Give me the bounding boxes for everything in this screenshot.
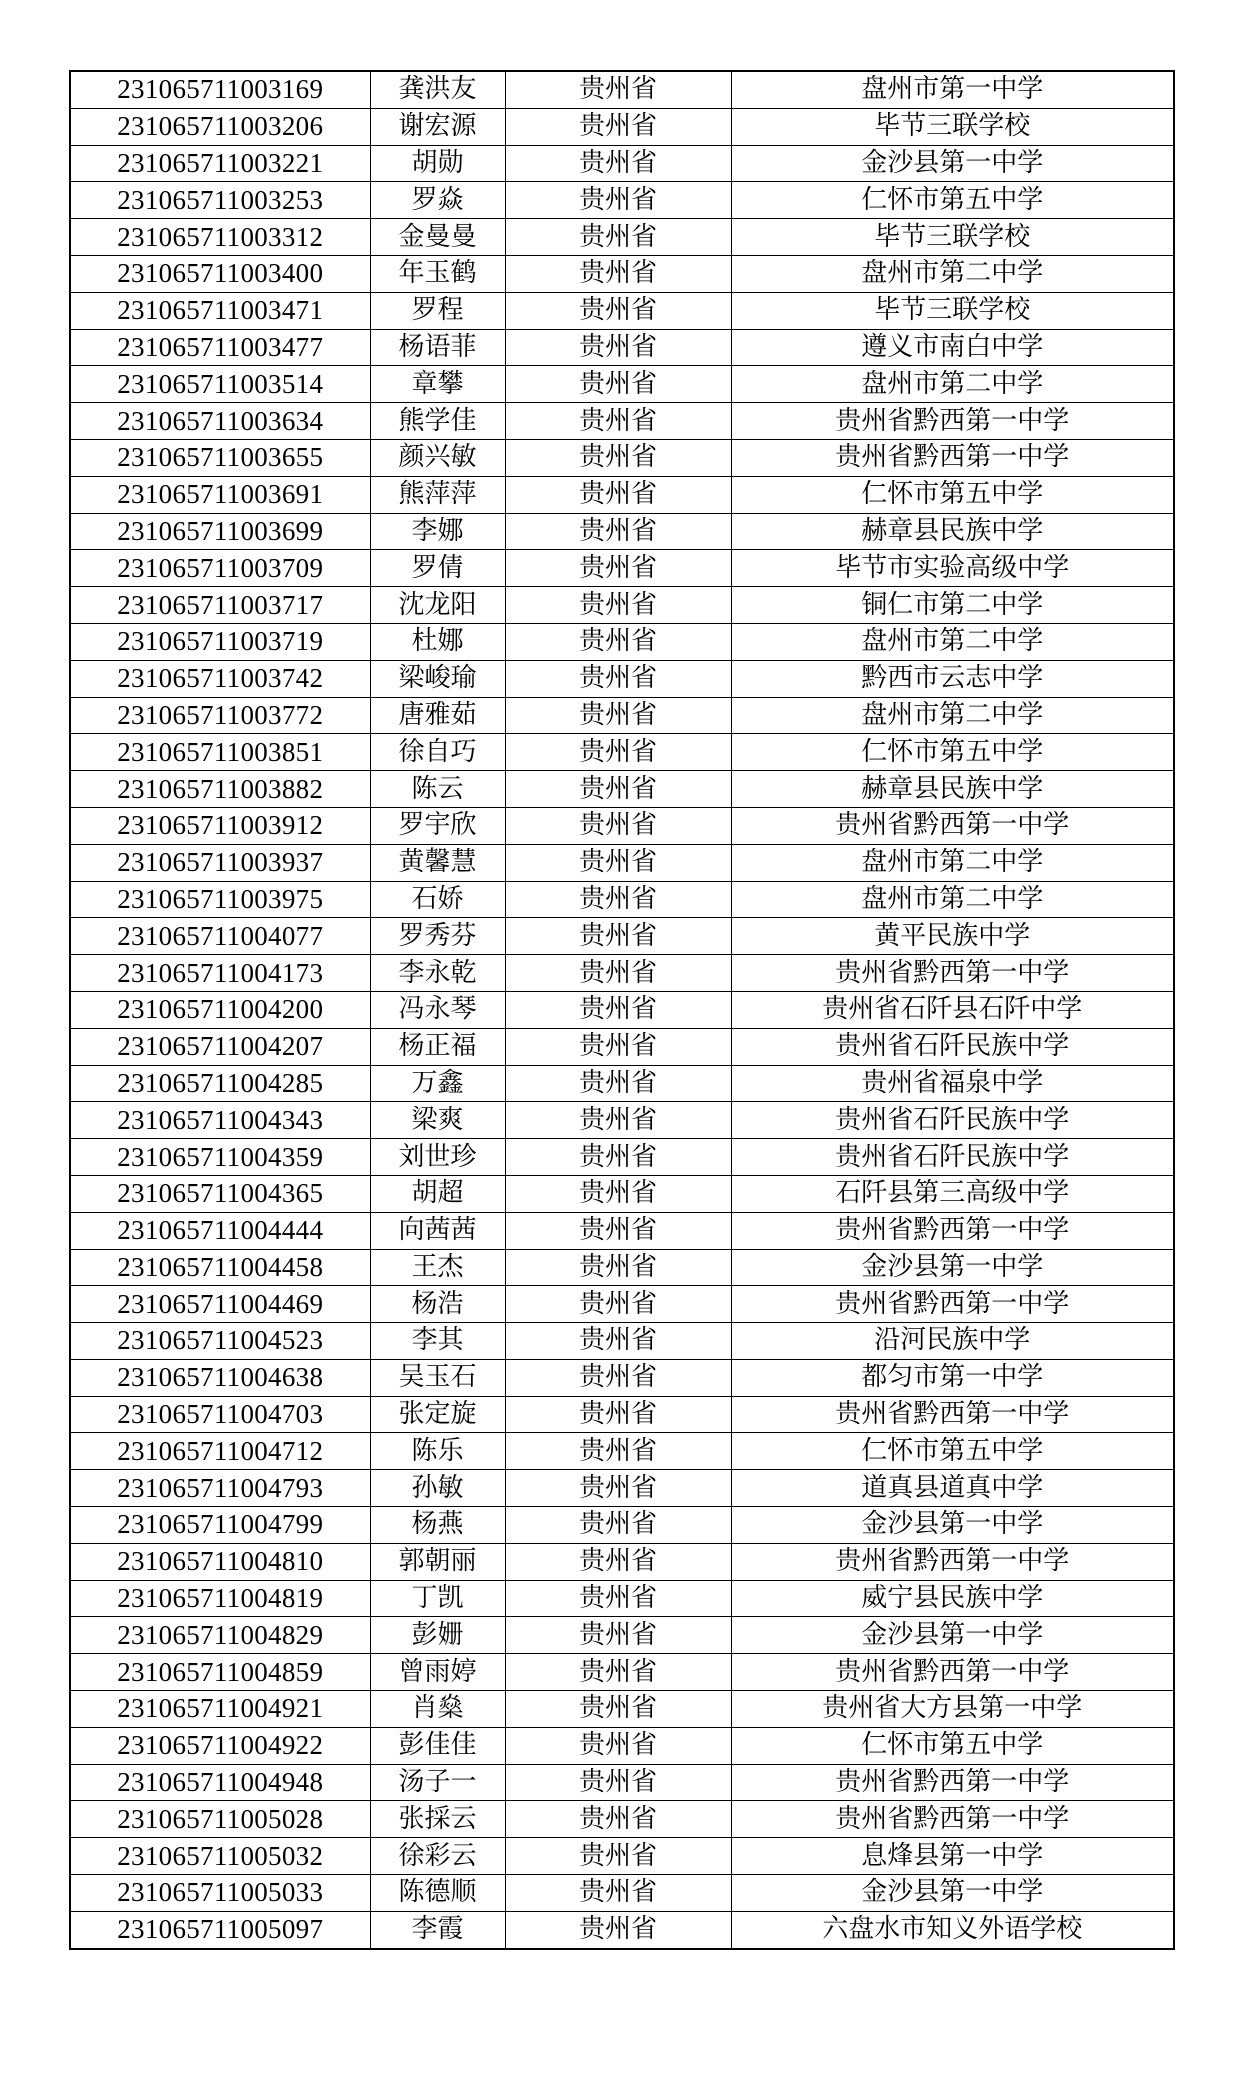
table-row [70,1065,1174,1102]
table-row [70,1249,1174,1286]
exam-id-cell: 231065711004343 [70,1102,370,1139]
province-cell: 贵州省 [505,734,731,771]
exam-id-cell: 231065711004444 [70,1212,370,1249]
school-cell: 贵州省黔西第一中学 [731,807,1174,844]
school-cell: 贵州省黔西第一中学 [731,1286,1174,1323]
table-row [70,403,1174,440]
school-cell: 毕节市实验高级中学 [731,550,1174,587]
school-cell: 金沙县第一中学 [731,1875,1174,1912]
student-name-cell: 杨语菲 [370,329,505,366]
exam-id-cell: 231065711003634 [70,403,370,440]
exam-id-cell: 231065711003772 [70,697,370,734]
student-name-cell: 李永乾 [370,955,505,992]
student-name-cell: 金曼曼 [370,219,505,256]
table-row [70,771,1174,808]
province-cell: 贵州省 [505,1764,731,1801]
exam-id-cell: 231065711003206 [70,108,370,145]
province-cell: 贵州省 [505,660,731,697]
exam-id-cell: 231065711003699 [70,513,370,550]
exam-id-cell: 231065711003742 [70,660,370,697]
student-name-cell: 彭姗 [370,1617,505,1654]
province-cell: 贵州省 [505,1911,731,1948]
table-row [70,1323,1174,1360]
exam-id-cell: 231065711003691 [70,476,370,513]
province-cell: 贵州省 [505,1838,731,1875]
student-name-cell: 杜娜 [370,623,505,660]
table-row [70,807,1174,844]
province-cell: 贵州省 [505,292,731,329]
exam-id-cell: 231065711004469 [70,1286,370,1323]
province-cell: 贵州省 [505,329,731,366]
student-name-cell: 李娜 [370,513,505,550]
student-name-cell: 汤子一 [370,1764,505,1801]
province-cell: 贵州省 [505,1249,731,1286]
table-row [70,1433,1174,1470]
table-row [70,439,1174,476]
school-cell: 贵州省黔西第一中学 [731,1654,1174,1691]
province-cell: 贵州省 [505,1470,731,1507]
school-cell: 黔西市云志中学 [731,660,1174,697]
table-row [70,660,1174,697]
table-row [70,918,1174,955]
school-cell: 贵州省黔西第一中学 [731,1212,1174,1249]
province-cell: 贵州省 [505,881,731,918]
province-cell: 贵州省 [505,403,731,440]
province-cell: 贵州省 [505,550,731,587]
student-name-cell: 杨燕 [370,1507,505,1544]
table-row [70,1911,1174,1948]
student-name-cell: 胡超 [370,1175,505,1212]
exam-id-cell: 231065711004523 [70,1323,370,1360]
school-cell: 遵义市南白中学 [731,329,1174,366]
exam-id-cell: 231065711003400 [70,255,370,292]
province-cell: 贵州省 [505,1323,731,1360]
table-row [70,881,1174,918]
student-name-cell: 冯永琴 [370,991,505,1028]
table-row [70,1028,1174,1065]
province-cell: 贵州省 [505,1691,731,1728]
exam-id-cell: 231065711003471 [70,292,370,329]
school-cell: 威宁县民族中学 [731,1580,1174,1617]
table-row [70,476,1174,513]
province-cell: 贵州省 [505,1396,731,1433]
table-row [70,1175,1174,1212]
student-name-cell: 陈德顺 [370,1875,505,1912]
province-cell: 贵州省 [505,1543,731,1580]
school-cell: 仁怀市第五中学 [731,734,1174,771]
table-row [70,182,1174,219]
table-row [70,1580,1174,1617]
province-cell: 贵州省 [505,1139,731,1176]
student-name-cell: 曾雨婷 [370,1654,505,1691]
student-name-cell: 王杰 [370,1249,505,1286]
student-name-cell: 石娇 [370,881,505,918]
student-name-cell: 刘世珍 [370,1139,505,1176]
province-cell: 贵州省 [505,844,731,881]
table-row [70,1617,1174,1654]
school-cell: 贵州省黔西第一中学 [731,1801,1174,1838]
student-name-cell: 张採云 [370,1801,505,1838]
school-cell: 贵州省石阡县石阡中学 [731,991,1174,1028]
student-name-cell: 罗倩 [370,550,505,587]
province-cell: 贵州省 [505,807,731,844]
province-cell: 贵州省 [505,1065,731,1102]
table-row [70,1875,1174,1912]
school-cell: 仁怀市第五中学 [731,1433,1174,1470]
table-row [70,513,1174,550]
student-name-cell: 罗焱 [370,182,505,219]
student-name-cell: 熊萍萍 [370,476,505,513]
school-cell: 道真县道真中学 [731,1470,1174,1507]
school-cell: 金沙县第一中学 [731,1249,1174,1286]
student-name-cell: 吴玉石 [370,1359,505,1396]
province-cell: 贵州省 [505,1433,731,1470]
exam-id-cell: 231065711003312 [70,219,370,256]
student-name-cell: 梁爽 [370,1102,505,1139]
school-cell: 盘州市第二中学 [731,881,1174,918]
exam-id-cell: 231065711003253 [70,182,370,219]
province-cell: 贵州省 [505,1727,731,1764]
school-cell: 盘州市第二中学 [731,366,1174,403]
school-cell: 贵州省黔西第一中学 [731,955,1174,992]
student-name-cell: 沈龙阳 [370,587,505,624]
school-cell: 贵州省石阡民族中学 [731,1028,1174,1065]
province-cell: 贵州省 [505,1175,731,1212]
table-row [70,145,1174,182]
exam-id-cell: 231065711004819 [70,1580,370,1617]
student-name-cell: 胡勋 [370,145,505,182]
table-row [70,734,1174,771]
school-cell: 毕节三联学校 [731,219,1174,256]
exam-id-cell: 231065711004948 [70,1764,370,1801]
student-name-cell: 丁凯 [370,1580,505,1617]
table-row [70,1139,1174,1176]
student-name-cell: 徐自巧 [370,734,505,771]
table-row [70,1801,1174,1838]
province-cell: 贵州省 [505,1028,731,1065]
student-name-cell: 黄馨慧 [370,844,505,881]
school-cell: 都匀市第一中学 [731,1359,1174,1396]
table-row [70,1507,1174,1544]
school-cell: 金沙县第一中学 [731,1617,1174,1654]
school-cell: 盘州市第一中学 [731,71,1174,108]
table-row [70,1764,1174,1801]
student-name-cell: 罗程 [370,292,505,329]
province-cell: 贵州省 [505,991,731,1028]
school-cell: 沿河民族中学 [731,1323,1174,1360]
student-name-cell: 陈云 [370,771,505,808]
student-name-cell: 梁峻瑜 [370,660,505,697]
school-cell: 贵州省黔西第一中学 [731,1764,1174,1801]
exam-id-cell: 231065711003719 [70,623,370,660]
table-row [70,366,1174,403]
table-row [70,255,1174,292]
province-cell: 贵州省 [505,1875,731,1912]
province-cell: 贵州省 [505,1286,731,1323]
exam-id-cell: 231065711004829 [70,1617,370,1654]
student-name-cell: 孙敏 [370,1470,505,1507]
student-name-cell: 罗宇欣 [370,807,505,844]
exam-id-cell: 231065711003514 [70,366,370,403]
exam-id-cell: 231065711004207 [70,1028,370,1065]
school-cell: 贵州省石阡民族中学 [731,1139,1174,1176]
student-name-cell: 杨正福 [370,1028,505,1065]
exam-id-cell: 231065711004173 [70,955,370,992]
school-cell: 贵州省黔西第一中学 [731,403,1174,440]
province-cell: 贵州省 [505,108,731,145]
exam-id-cell: 231065711004921 [70,1691,370,1728]
school-cell: 金沙县第一中学 [731,1507,1174,1544]
table-row [70,1470,1174,1507]
student-name-cell: 罗秀芬 [370,918,505,955]
table-row [70,1212,1174,1249]
student-name-cell: 徐彩云 [370,1838,505,1875]
student-name-cell: 李其 [370,1323,505,1360]
table-row [70,587,1174,624]
student-name-cell: 谢宏源 [370,108,505,145]
province-cell: 贵州省 [505,182,731,219]
exam-id-cell: 231065711003709 [70,550,370,587]
table-row [70,1286,1174,1323]
table-row [70,991,1174,1028]
exam-id-cell: 231065711003851 [70,734,370,771]
school-cell: 贵州省黔西第一中学 [731,1396,1174,1433]
province-cell: 贵州省 [505,623,731,660]
school-cell: 六盘水市知义外语学校 [731,1911,1174,1948]
exam-id-cell: 231065711004712 [70,1433,370,1470]
table-row [70,1396,1174,1433]
exam-id-cell: 231065711004793 [70,1470,370,1507]
province-cell: 贵州省 [505,366,731,403]
exam-id-cell: 231065711004458 [70,1249,370,1286]
exam-id-cell: 231065711003912 [70,807,370,844]
table-row [70,1359,1174,1396]
school-cell: 铜仁市第二中学 [731,587,1174,624]
exam-id-cell: 231065711003655 [70,439,370,476]
exam-id-cell: 231065711004922 [70,1727,370,1764]
school-cell: 赫章县民族中学 [731,771,1174,808]
school-cell: 仁怀市第五中学 [731,1727,1174,1764]
student-name-cell: 陈乐 [370,1433,505,1470]
table-row [70,623,1174,660]
table-row [70,1102,1174,1139]
province-cell: 贵州省 [505,476,731,513]
school-cell: 贵州省石阡民族中学 [731,1102,1174,1139]
exam-id-cell: 231065711004638 [70,1359,370,1396]
student-name-cell: 颜兴敏 [370,439,505,476]
exam-id-cell: 231065711005097 [70,1911,370,1948]
province-cell: 贵州省 [505,697,731,734]
province-cell: 贵州省 [505,918,731,955]
student-name-cell: 李霞 [370,1911,505,1948]
province-cell: 贵州省 [505,255,731,292]
student-name-cell: 肖燊 [370,1691,505,1728]
exam-id-cell: 231065711004703 [70,1396,370,1433]
exam-id-cell: 231065711003221 [70,145,370,182]
exam-id-cell: 231065711004365 [70,1175,370,1212]
student-name-cell: 年玉鹤 [370,255,505,292]
school-cell: 盘州市第二中学 [731,697,1174,734]
exam-id-cell: 231065711003169 [70,71,370,108]
province-cell: 贵州省 [505,219,731,256]
table-row [70,1654,1174,1691]
student-name-cell: 章攀 [370,366,505,403]
table-row [70,955,1174,992]
province-cell: 贵州省 [505,513,731,550]
school-cell: 石阡县第三高级中学 [731,1175,1174,1212]
province-cell: 贵州省 [505,1212,731,1249]
province-cell: 贵州省 [505,1617,731,1654]
province-cell: 贵州省 [505,955,731,992]
province-cell: 贵州省 [505,1102,731,1139]
school-cell: 贵州省黔西第一中学 [731,439,1174,476]
table-row [70,550,1174,587]
table-row [70,219,1174,256]
table-row [70,1543,1174,1580]
exam-id-cell: 231065711004799 [70,1507,370,1544]
student-name-cell: 张定旋 [370,1396,505,1433]
province-cell: 贵州省 [505,587,731,624]
table-row [70,292,1174,329]
exam-id-cell: 231065711004200 [70,991,370,1028]
school-cell: 毕节三联学校 [731,292,1174,329]
school-cell: 仁怀市第五中学 [731,182,1174,219]
student-name-cell: 郭朝丽 [370,1543,505,1580]
school-cell: 盘州市第二中学 [731,623,1174,660]
province-cell: 贵州省 [505,71,731,108]
province-cell: 贵州省 [505,1654,731,1691]
student-name-cell: 龚洪友 [370,71,505,108]
school-cell: 黄平民族中学 [731,918,1174,955]
exam-id-cell: 231065711004359 [70,1139,370,1176]
province-cell: 贵州省 [505,1580,731,1617]
exam-id-cell: 231065711005033 [70,1875,370,1912]
exam-id-cell: 231065711005028 [70,1801,370,1838]
table-row [70,329,1174,366]
exam-id-cell: 231065711003717 [70,587,370,624]
exam-id-cell: 231065711004859 [70,1654,370,1691]
school-cell: 盘州市第二中学 [731,255,1174,292]
province-cell: 贵州省 [505,439,731,476]
exam-id-cell: 231065711004077 [70,918,370,955]
exam-id-cell: 231065711003975 [70,881,370,918]
student-name-cell: 向茜茜 [370,1212,505,1249]
exam-id-cell: 231065711003937 [70,844,370,881]
school-cell: 息烽县第一中学 [731,1838,1174,1875]
table-row [70,108,1174,145]
school-cell: 仁怀市第五中学 [731,476,1174,513]
province-cell: 贵州省 [505,771,731,808]
school-cell: 盘州市第二中学 [731,844,1174,881]
school-cell: 贵州省大方县第一中学 [731,1691,1174,1728]
table-row [70,1691,1174,1728]
exam-id-cell: 231065711005032 [70,1838,370,1875]
province-cell: 贵州省 [505,1507,731,1544]
school-cell: 贵州省黔西第一中学 [731,1543,1174,1580]
school-cell: 金沙县第一中学 [731,145,1174,182]
table-row [70,1727,1174,1764]
province-cell: 贵州省 [505,145,731,182]
table-row [70,1838,1174,1875]
school-cell: 毕节三联学校 [731,108,1174,145]
student-name-cell: 万鑫 [370,1065,505,1102]
student-name-cell: 彭佳佳 [370,1727,505,1764]
school-cell: 贵州省福泉中学 [731,1065,1174,1102]
table-row [70,697,1174,734]
table-row [70,844,1174,881]
student-name-cell: 杨浩 [370,1286,505,1323]
province-cell: 贵州省 [505,1801,731,1838]
student-name-cell: 熊学佳 [370,403,505,440]
student-name-cell: 唐雅茹 [370,697,505,734]
exam-id-cell: 231065711004810 [70,1543,370,1580]
exam-id-cell: 231065711003882 [70,771,370,808]
exam-id-cell: 231065711003477 [70,329,370,366]
roster-body [70,71,1174,1949]
school-cell: 赫章县民族中学 [731,513,1174,550]
province-cell: 贵州省 [505,1359,731,1396]
exam-id-cell: 231065711004285 [70,1065,370,1102]
student-roster-table [69,70,1175,1950]
table-row [70,71,1174,108]
